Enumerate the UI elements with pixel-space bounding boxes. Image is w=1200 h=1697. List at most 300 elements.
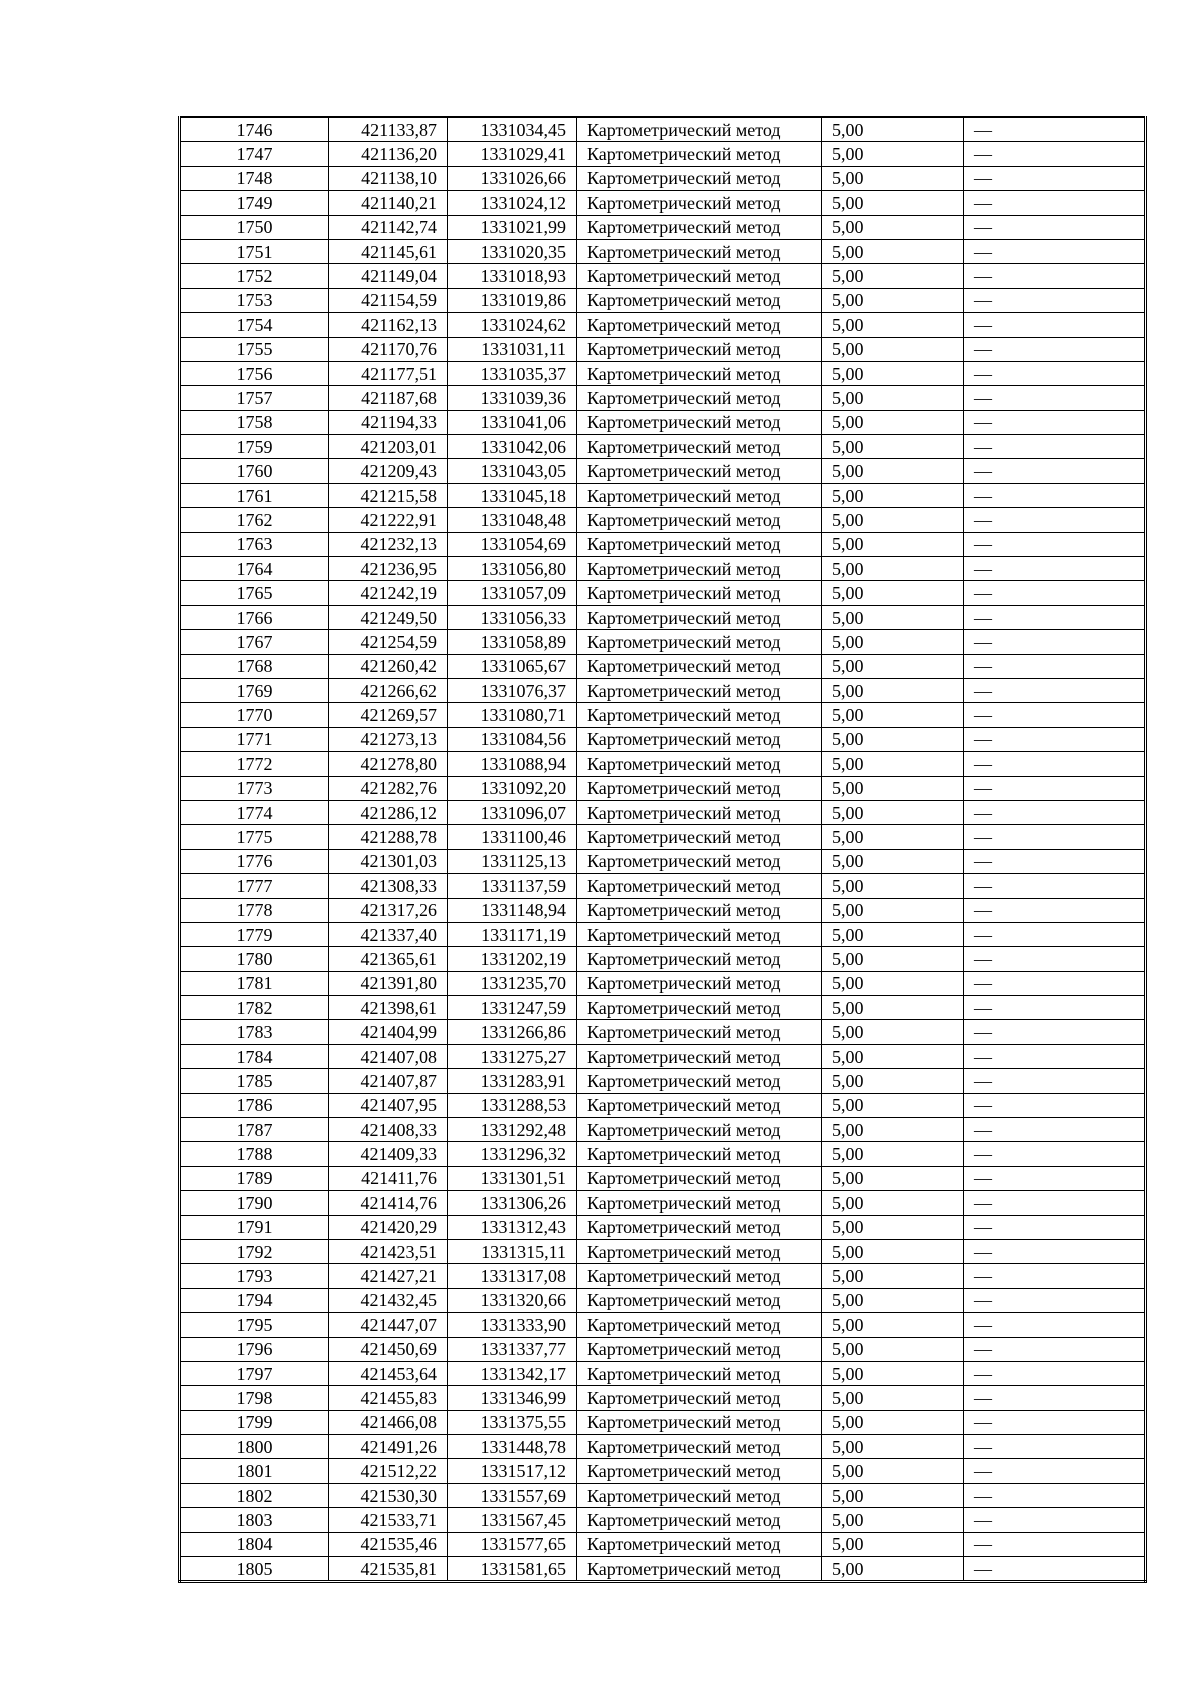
description-cell: —	[964, 191, 1146, 215]
accuracy-cell: 5,00	[822, 1313, 964, 1337]
table-row	[180, 1020, 1146, 1044]
method-cell: Картометрический метод	[577, 508, 822, 532]
accuracy-cell: 5,00	[822, 849, 964, 873]
method-cell: Картометрический метод	[577, 435, 822, 459]
point-number-cell: 1754	[180, 313, 329, 337]
point-number-cell: 1777	[180, 874, 329, 898]
accuracy-cell: 5,00	[822, 581, 964, 605]
method-cell: Картометрический метод	[577, 776, 822, 800]
accuracy-cell: 5,00	[822, 1215, 964, 1239]
description-cell: —	[964, 1215, 1146, 1239]
y-coordinate-cell: 1331577,65	[448, 1532, 577, 1556]
table-row	[180, 1459, 1146, 1483]
coordinates-table-body	[180, 117, 1146, 1582]
x-coordinate-cell: 421249,50	[329, 605, 448, 629]
accuracy-cell: 5,00	[822, 435, 964, 459]
method-cell: Картометрический метод	[577, 898, 822, 922]
accuracy-cell: 5,00	[822, 1142, 964, 1166]
method-cell: Картометрический метод	[577, 703, 822, 727]
description-cell: —	[964, 264, 1146, 288]
y-coordinate-cell: 1331020,35	[448, 239, 577, 263]
x-coordinate-cell: 421136,20	[329, 142, 448, 166]
point-number-cell: 1755	[180, 337, 329, 361]
description-cell: —	[964, 1166, 1146, 1190]
point-number-cell: 1750	[180, 215, 329, 239]
y-coordinate-cell: 1331275,27	[448, 1044, 577, 1068]
method-cell: Картометрический метод	[577, 1142, 822, 1166]
table-row	[180, 508, 1146, 532]
description-cell: —	[964, 288, 1146, 312]
accuracy-cell: 5,00	[822, 971, 964, 995]
x-coordinate-cell: 421266,62	[329, 678, 448, 702]
y-coordinate-cell: 1331096,07	[448, 800, 577, 824]
description-cell: —	[964, 776, 1146, 800]
table-row	[180, 459, 1146, 483]
accuracy-cell: 5,00	[822, 752, 964, 776]
accuracy-cell: 5,00	[822, 654, 964, 678]
method-cell: Картометрический метод	[577, 849, 822, 873]
table-row	[180, 1435, 1146, 1459]
table-row	[180, 1093, 1146, 1117]
method-cell: Картометрический метод	[577, 1288, 822, 1312]
accuracy-cell: 5,00	[822, 1239, 964, 1263]
y-coordinate-cell: 1331346,99	[448, 1386, 577, 1410]
y-coordinate-cell: 1331034,45	[448, 117, 577, 142]
point-number-cell: 1781	[180, 971, 329, 995]
description-cell: —	[964, 1337, 1146, 1361]
method-cell: Картометрический метод	[577, 1118, 822, 1142]
accuracy-cell: 5,00	[822, 483, 964, 507]
description-cell: —	[964, 825, 1146, 849]
x-coordinate-cell: 421365,61	[329, 947, 448, 971]
x-coordinate-cell: 421273,13	[329, 727, 448, 751]
description-cell: —	[964, 1264, 1146, 1288]
description-cell: —	[964, 1239, 1146, 1263]
description-cell: —	[964, 483, 1146, 507]
y-coordinate-cell: 1331337,77	[448, 1337, 577, 1361]
method-cell: Картометрический метод	[577, 166, 822, 190]
point-number-cell: 1757	[180, 386, 329, 410]
x-coordinate-cell: 421145,61	[329, 239, 448, 263]
method-cell: Картометрический метод	[577, 1532, 822, 1556]
accuracy-cell: 5,00	[822, 776, 964, 800]
point-number-cell: 1783	[180, 1020, 329, 1044]
y-coordinate-cell: 1331315,11	[448, 1239, 577, 1263]
table-row	[180, 215, 1146, 239]
method-cell: Картометрический метод	[577, 142, 822, 166]
x-coordinate-cell: 421209,43	[329, 459, 448, 483]
point-number-cell: 1788	[180, 1142, 329, 1166]
method-cell: Картометрический метод	[577, 532, 822, 556]
method-cell: Картометрический метод	[577, 1483, 822, 1507]
method-cell: Картометрический метод	[577, 557, 822, 581]
point-number-cell: 1766	[180, 605, 329, 629]
method-cell: Картометрический метод	[577, 678, 822, 702]
point-number-cell: 1753	[180, 288, 329, 312]
table-row	[180, 264, 1146, 288]
point-number-cell: 1752	[180, 264, 329, 288]
point-number-cell: 1794	[180, 1288, 329, 1312]
x-coordinate-cell: 421447,07	[329, 1313, 448, 1337]
description-cell: —	[964, 215, 1146, 239]
y-coordinate-cell: 1331235,70	[448, 971, 577, 995]
method-cell: Картометрический метод	[577, 459, 822, 483]
point-number-cell: 1751	[180, 239, 329, 263]
table-row	[180, 1191, 1146, 1215]
y-coordinate-cell: 1331266,86	[448, 1020, 577, 1044]
table-row	[180, 1239, 1146, 1263]
description-cell: —	[964, 1093, 1146, 1117]
table-row	[180, 1532, 1146, 1556]
table-row	[180, 971, 1146, 995]
y-coordinate-cell: 1331375,55	[448, 1410, 577, 1434]
method-cell: Картометрический метод	[577, 1069, 822, 1093]
point-number-cell: 1775	[180, 825, 329, 849]
x-coordinate-cell: 421242,19	[329, 581, 448, 605]
x-coordinate-cell: 421512,22	[329, 1459, 448, 1483]
accuracy-cell: 5,00	[822, 508, 964, 532]
accuracy-cell: 5,00	[822, 1069, 964, 1093]
table-row	[180, 703, 1146, 727]
method-cell: Картометрический метод	[577, 483, 822, 507]
table-row	[180, 581, 1146, 605]
point-number-cell: 1803	[180, 1508, 329, 1532]
table-row	[180, 1386, 1146, 1410]
accuracy-cell: 5,00	[822, 1191, 964, 1215]
description-cell: —	[964, 922, 1146, 946]
method-cell: Картометрический метод	[577, 581, 822, 605]
description-cell: —	[964, 1020, 1146, 1044]
table-row	[180, 825, 1146, 849]
accuracy-cell: 5,00	[822, 1361, 964, 1385]
point-number-cell: 1767	[180, 630, 329, 654]
accuracy-cell: 5,00	[822, 557, 964, 581]
accuracy-cell: 5,00	[822, 1386, 964, 1410]
accuracy-cell: 5,00	[822, 996, 964, 1020]
accuracy-cell: 5,00	[822, 1264, 964, 1288]
y-coordinate-cell: 1331288,53	[448, 1093, 577, 1117]
table-row	[180, 532, 1146, 556]
description-cell: —	[964, 849, 1146, 873]
method-cell: Картометрический метод	[577, 264, 822, 288]
point-number-cell: 1796	[180, 1337, 329, 1361]
table-row	[180, 142, 1146, 166]
method-cell: Картометрический метод	[577, 1166, 822, 1190]
point-number-cell: 1759	[180, 435, 329, 459]
x-coordinate-cell: 421254,59	[329, 630, 448, 654]
accuracy-cell: 5,00	[822, 264, 964, 288]
x-coordinate-cell: 421535,46	[329, 1532, 448, 1556]
accuracy-cell: 5,00	[822, 1459, 964, 1483]
y-coordinate-cell: 1331306,26	[448, 1191, 577, 1215]
description-cell: —	[964, 142, 1146, 166]
x-coordinate-cell: 421407,95	[329, 1093, 448, 1117]
y-coordinate-cell: 1331292,48	[448, 1118, 577, 1142]
accuracy-cell: 5,00	[822, 313, 964, 337]
method-cell: Картометрический метод	[577, 874, 822, 898]
x-coordinate-cell: 421337,40	[329, 922, 448, 946]
table-row	[180, 947, 1146, 971]
accuracy-cell: 5,00	[822, 922, 964, 946]
description-cell: —	[964, 1361, 1146, 1385]
method-cell: Картометрический метод	[577, 215, 822, 239]
point-number-cell: 1786	[180, 1093, 329, 1117]
x-coordinate-cell: 421432,45	[329, 1288, 448, 1312]
accuracy-cell: 5,00	[822, 532, 964, 556]
point-number-cell: 1792	[180, 1239, 329, 1263]
point-number-cell: 1779	[180, 922, 329, 946]
point-number-cell: 1790	[180, 1191, 329, 1215]
point-number-cell: 1747	[180, 142, 329, 166]
y-coordinate-cell: 1331019,86	[448, 288, 577, 312]
description-cell: —	[964, 581, 1146, 605]
x-coordinate-cell: 421236,95	[329, 557, 448, 581]
accuracy-cell: 5,00	[822, 678, 964, 702]
accuracy-cell: 5,00	[822, 1483, 964, 1507]
table-row	[180, 630, 1146, 654]
accuracy-cell: 5,00	[822, 1337, 964, 1361]
method-cell: Картометрический метод	[577, 191, 822, 215]
y-coordinate-cell: 1331018,93	[448, 264, 577, 288]
accuracy-cell: 5,00	[822, 703, 964, 727]
x-coordinate-cell: 421391,80	[329, 971, 448, 995]
point-number-cell: 1763	[180, 532, 329, 556]
y-coordinate-cell: 1331058,89	[448, 630, 577, 654]
method-cell: Картометрический метод	[577, 117, 822, 142]
table-row	[180, 800, 1146, 824]
y-coordinate-cell: 1331024,62	[448, 313, 577, 337]
y-coordinate-cell: 1331092,20	[448, 776, 577, 800]
accuracy-cell: 5,00	[822, 166, 964, 190]
table-row	[180, 337, 1146, 361]
y-coordinate-cell: 1331137,59	[448, 874, 577, 898]
x-coordinate-cell: 421187,68	[329, 386, 448, 410]
point-number-cell: 1782	[180, 996, 329, 1020]
method-cell: Картометрический метод	[577, 1435, 822, 1459]
accuracy-cell: 5,00	[822, 337, 964, 361]
method-cell: Картометрический метод	[577, 1264, 822, 1288]
method-cell: Картометрический метод	[577, 922, 822, 946]
table-row	[180, 1410, 1146, 1434]
x-coordinate-cell: 421162,13	[329, 313, 448, 337]
accuracy-cell: 5,00	[822, 410, 964, 434]
point-number-cell: 1776	[180, 849, 329, 873]
description-cell: —	[964, 800, 1146, 824]
description-cell: —	[964, 1508, 1146, 1532]
accuracy-cell: 5,00	[822, 825, 964, 849]
accuracy-cell: 5,00	[822, 1044, 964, 1068]
point-number-cell: 1784	[180, 1044, 329, 1068]
point-number-cell: 1764	[180, 557, 329, 581]
y-coordinate-cell: 1331317,08	[448, 1264, 577, 1288]
table-row	[180, 605, 1146, 629]
method-cell: Картометрический метод	[577, 800, 822, 824]
y-coordinate-cell: 1331247,59	[448, 996, 577, 1020]
accuracy-cell: 5,00	[822, 1435, 964, 1459]
y-coordinate-cell: 1331342,17	[448, 1361, 577, 1385]
x-coordinate-cell: 421453,64	[329, 1361, 448, 1385]
y-coordinate-cell: 1331202,19	[448, 947, 577, 971]
description-cell: —	[964, 532, 1146, 556]
table-row	[180, 678, 1146, 702]
x-coordinate-cell: 421491,26	[329, 1435, 448, 1459]
description-cell: —	[964, 459, 1146, 483]
method-cell: Картометрический метод	[577, 1459, 822, 1483]
y-coordinate-cell: 1331056,80	[448, 557, 577, 581]
point-number-cell: 1748	[180, 166, 329, 190]
point-number-cell: 1769	[180, 678, 329, 702]
description-cell: —	[964, 727, 1146, 751]
description-cell: —	[964, 1288, 1146, 1312]
table-row	[180, 117, 1146, 142]
accuracy-cell: 5,00	[822, 1288, 964, 1312]
y-coordinate-cell: 1331076,37	[448, 678, 577, 702]
accuracy-cell: 5,00	[822, 1166, 964, 1190]
point-number-cell: 1795	[180, 1313, 329, 1337]
table-row	[180, 1069, 1146, 1093]
accuracy-cell: 5,00	[822, 239, 964, 263]
accuracy-cell: 5,00	[822, 215, 964, 239]
y-coordinate-cell: 1331057,09	[448, 581, 577, 605]
description-cell: —	[964, 1118, 1146, 1142]
x-coordinate-cell: 421308,33	[329, 874, 448, 898]
y-coordinate-cell: 1331088,94	[448, 752, 577, 776]
table-row	[180, 1337, 1146, 1361]
point-number-cell: 1768	[180, 654, 329, 678]
method-cell: Картометрический метод	[577, 1557, 822, 1582]
x-coordinate-cell: 421317,26	[329, 898, 448, 922]
accuracy-cell: 5,00	[822, 191, 964, 215]
point-number-cell: 1770	[180, 703, 329, 727]
point-number-cell: 1804	[180, 1532, 329, 1556]
x-coordinate-cell: 421138,10	[329, 166, 448, 190]
point-number-cell: 1780	[180, 947, 329, 971]
point-number-cell: 1774	[180, 800, 329, 824]
method-cell: Картометрический метод	[577, 288, 822, 312]
x-coordinate-cell: 421286,12	[329, 800, 448, 824]
point-number-cell: 1749	[180, 191, 329, 215]
method-cell: Картометрический метод	[577, 1410, 822, 1434]
table-row	[180, 898, 1146, 922]
y-coordinate-cell: 1331042,06	[448, 435, 577, 459]
x-coordinate-cell: 421260,42	[329, 654, 448, 678]
accuracy-cell: 5,00	[822, 361, 964, 385]
description-cell: —	[964, 1532, 1146, 1556]
description-cell: —	[964, 971, 1146, 995]
table-row	[180, 1215, 1146, 1239]
table-row	[180, 1118, 1146, 1142]
point-number-cell: 1793	[180, 1264, 329, 1288]
x-coordinate-cell: 421194,33	[329, 410, 448, 434]
y-coordinate-cell: 1331100,46	[448, 825, 577, 849]
point-number-cell: 1760	[180, 459, 329, 483]
description-cell: —	[964, 1044, 1146, 1068]
description-cell: —	[964, 654, 1146, 678]
method-cell: Картометрический метод	[577, 1239, 822, 1263]
accuracy-cell: 5,00	[822, 459, 964, 483]
x-coordinate-cell: 421232,13	[329, 532, 448, 556]
method-cell: Картометрический метод	[577, 947, 822, 971]
x-coordinate-cell: 421398,61	[329, 996, 448, 1020]
y-coordinate-cell: 1331045,18	[448, 483, 577, 507]
x-coordinate-cell: 421177,51	[329, 361, 448, 385]
x-coordinate-cell: 421142,74	[329, 215, 448, 239]
x-coordinate-cell: 421215,58	[329, 483, 448, 507]
method-cell: Картометрический метод	[577, 1215, 822, 1239]
method-cell: Картометрический метод	[577, 1020, 822, 1044]
method-cell: Картометрический метод	[577, 1508, 822, 1532]
table-row	[180, 1557, 1146, 1582]
x-coordinate-cell: 421535,81	[329, 1557, 448, 1582]
x-coordinate-cell: 421423,51	[329, 1239, 448, 1263]
y-coordinate-cell: 1331125,13	[448, 849, 577, 873]
y-coordinate-cell: 1331043,05	[448, 459, 577, 483]
accuracy-cell: 5,00	[822, 947, 964, 971]
point-number-cell: 1800	[180, 1435, 329, 1459]
accuracy-cell: 5,00	[822, 1093, 964, 1117]
table-row	[180, 288, 1146, 312]
description-cell: —	[964, 386, 1146, 410]
coordinates-table	[178, 116, 1147, 1583]
point-number-cell: 1772	[180, 752, 329, 776]
table-row	[180, 483, 1146, 507]
method-cell: Картометрический метод	[577, 239, 822, 263]
table-row	[180, 361, 1146, 385]
point-number-cell: 1805	[180, 1557, 329, 1582]
table-row	[180, 776, 1146, 800]
description-cell: —	[964, 508, 1146, 532]
description-cell: —	[964, 435, 1146, 459]
point-number-cell: 1762	[180, 508, 329, 532]
point-number-cell: 1773	[180, 776, 329, 800]
x-coordinate-cell: 421222,91	[329, 508, 448, 532]
y-coordinate-cell: 1331024,12	[448, 191, 577, 215]
table-row	[180, 410, 1146, 434]
point-number-cell: 1797	[180, 1361, 329, 1385]
accuracy-cell: 5,00	[822, 142, 964, 166]
description-cell: —	[964, 361, 1146, 385]
description-cell: —	[964, 947, 1146, 971]
point-number-cell: 1771	[180, 727, 329, 751]
description-cell: —	[964, 117, 1146, 142]
y-coordinate-cell: 1331054,69	[448, 532, 577, 556]
x-coordinate-cell: 421278,80	[329, 752, 448, 776]
point-number-cell: 1789	[180, 1166, 329, 1190]
method-cell: Картометрический метод	[577, 752, 822, 776]
y-coordinate-cell: 1331517,12	[448, 1459, 577, 1483]
method-cell: Картометрический метод	[577, 1191, 822, 1215]
table-row	[180, 1044, 1146, 1068]
description-cell: —	[964, 898, 1146, 922]
description-cell: —	[964, 703, 1146, 727]
y-coordinate-cell: 1331039,36	[448, 386, 577, 410]
method-cell: Картометрический метод	[577, 337, 822, 361]
point-number-cell: 1778	[180, 898, 329, 922]
x-coordinate-cell: 421404,99	[329, 1020, 448, 1044]
method-cell: Картометрический метод	[577, 825, 822, 849]
description-cell: —	[964, 1142, 1146, 1166]
table-row	[180, 1288, 1146, 1312]
description-cell: —	[964, 996, 1146, 1020]
x-coordinate-cell: 421149,04	[329, 264, 448, 288]
method-cell: Картометрический метод	[577, 1337, 822, 1361]
accuracy-cell: 5,00	[822, 1508, 964, 1532]
point-number-cell: 1761	[180, 483, 329, 507]
description-cell: —	[964, 605, 1146, 629]
table-row	[180, 313, 1146, 337]
method-cell: Картометрический метод	[577, 361, 822, 385]
method-cell: Картометрический метод	[577, 1386, 822, 1410]
